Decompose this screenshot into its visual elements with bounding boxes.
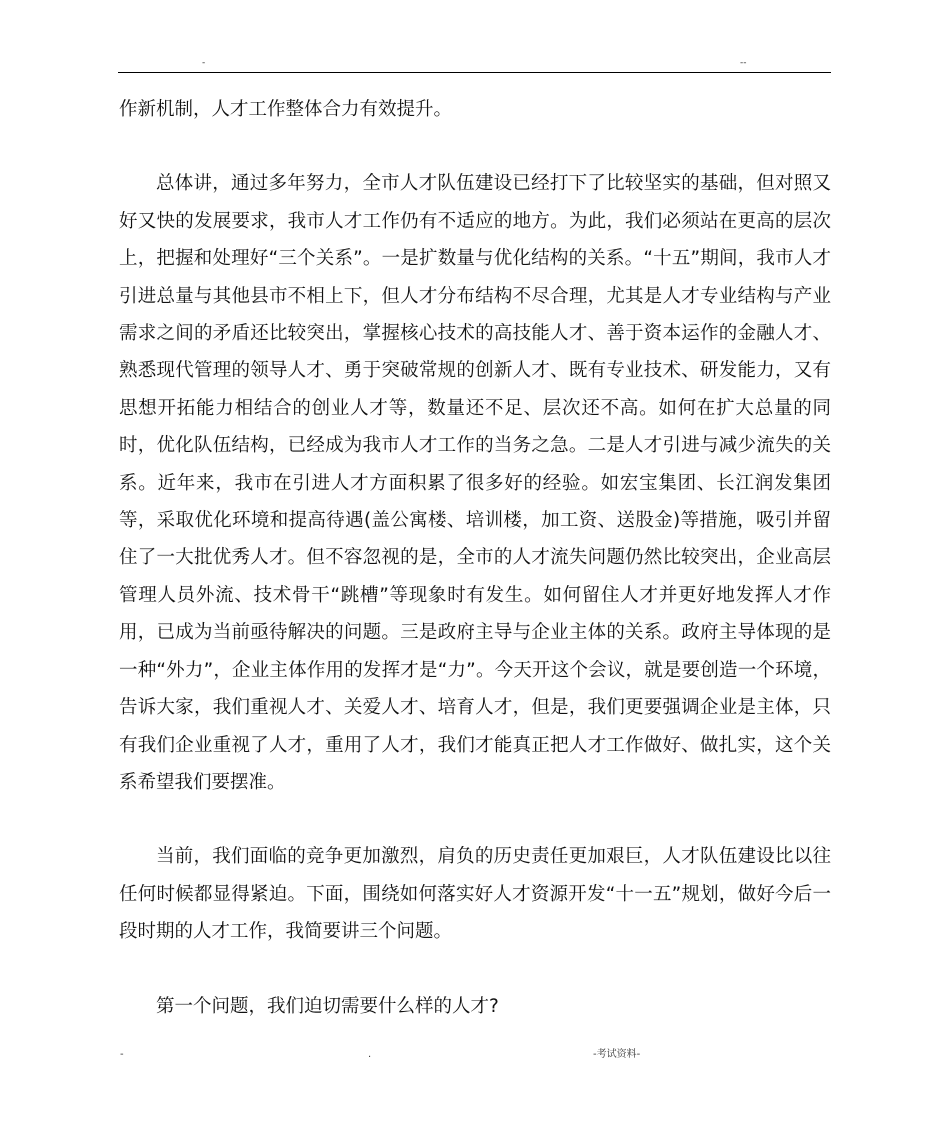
footer-left-mark: - [120, 1049, 124, 1060]
paragraph-three-relationships: 总体讲，通过多年努力，全市人才队伍建设已经打下了比较坚实的基础，但对照又好又快的发展要求，我市人才工作仍有不适应的地方。为此，我们必须站在更高的层次上，把握和处理好“三个关系”。一是扩数量与优化结构的关系。“十五”期间，我市人才引进总量与其他县市不相上下，但人才分布结构不尽合理，尤其是人才专业结构与产业需求之间的矛盾还比较突出，掌握核心技术的高技能人才、善于资本运作的金融人才、熟悉现代管理的领导人才、勇于突破常规的创新人才、既有专业技术、研发能力，又有思想开拓能力相结合的创业人才等，数量还不足、层次还不高。如何在扩大总量的同时，优化队伍结构，已经成为我市人才工作的当务之急。二是人才引进与减少流失的关系。近年来，我市在引进人才方面积累了很多好的经验。如宏宝集团、长江润发集团等，采取优化环境和提高待遇(盖公寓楼、培训楼，加工资、送股金)等措施，吸引并留住了一大批优秀人才。但不容忽视的是，全市的人才流失问题仍然比较突出，企业高层管理人员外流、技术骨干“跳槽”等现象时有发生。如何留住人才并更好地发挥人才作用，已成为当前亟待解决的问题。三是政府主导与企业主体的关系。政府主导体现的是一种“外力”，企业主体作用的发挥才是“力”。今天开这个会议，就是要创造一个环境，告诉大家，我们重视人才、关爱人才、培育人才，但是，我们更要强调企业是主体，只有我们企业重视了人才，重用了人才，我们才能真正把人才工作做好、做扎实，这个关系希望我们要摆准。 [119, 173, 831, 793]
paragraph-current-situation: 当前，我们面临的竞争更加激烈，肩负的历史责任更加艰巨，人才队伍建设比以往任何时候都显得紧迫。下面，围绕如何落实好人才资源开发“十一五”规划，做好今后一段时期的人才工作，我简要讲三个问题。 [119, 846, 831, 943]
footer-source-label: -考试资料- [593, 1049, 641, 1060]
page-footer [0, 1048, 950, 1068]
header-right-mark: -- [740, 58, 747, 68]
header-rule [118, 72, 831, 73]
paragraph-continuation: 作新机制，人才工作整体合力有效提升。 [119, 99, 453, 120]
page-header [118, 0, 831, 74]
section-heading-first-question: 第一个问题，我们迫切需要什么样的人才? [156, 995, 499, 1017]
paragraph-spacer [119, 128, 831, 165]
header-left-mark: - [202, 58, 206, 68]
paragraph-spacer [119, 801, 831, 838]
document-body [119, 91, 831, 1025]
footer-middle-mark: . [368, 1049, 372, 1060]
paragraph-spacer [119, 951, 831, 988]
